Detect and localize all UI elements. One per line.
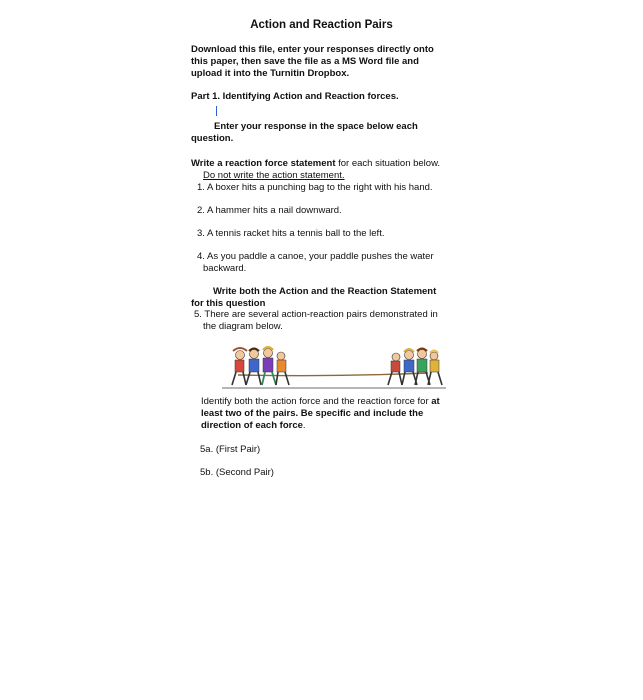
part1-heading: Part 1. Identifying Action and Reaction forces. xyxy=(191,91,399,102)
answer-5b: 5b. (Second Pair) xyxy=(200,467,274,478)
instructions-line-3: upload it into the Turnitin Dropbox. xyxy=(191,68,350,79)
response-note-line-2: question. xyxy=(191,133,234,144)
reaction-intro-underline: Do not write the action statement. xyxy=(203,170,345,181)
identify-bold-at: at xyxy=(431,396,440,407)
question-5-cont: the diagram below. xyxy=(203,321,283,332)
question-5: 5. There are several action-reaction pairs demonstrated in xyxy=(194,309,438,320)
tug-of-war-illustration xyxy=(218,344,450,394)
identify-bold-direction: direction of each force xyxy=(201,420,303,431)
question-1: 1. A boxer hits a punching bag to the right with his hand. xyxy=(197,182,433,193)
reaction-intro-bold: Write a reaction force statement xyxy=(191,158,336,169)
instructions-line-2: this paper, then save the file as a MS Word file and xyxy=(191,56,419,67)
identify-line-3 xyxy=(201,420,306,432)
question-4: 4. As you paddle a canoe, your paddle pushes the water xyxy=(197,251,434,262)
reaction-intro-rest: for each situation below. xyxy=(335,158,441,169)
identify-end: . xyxy=(302,420,306,431)
response-note-line-1: Enter your response in the space below each xyxy=(214,121,418,132)
question-3: 3. A tennis racket hits a tennis ball to the left. xyxy=(197,228,385,239)
both-heading-line-1: Write both the Action and the Reaction Statement xyxy=(213,286,437,297)
document-title: Action and Reaction Pairs xyxy=(250,19,393,31)
question-2: 2. A hammer hits a nail downward. xyxy=(197,205,342,216)
instructions-line-1: Download this file, enter your responses directly onto xyxy=(191,44,434,55)
left-team xyxy=(232,347,289,385)
both-heading-line-2: for this question xyxy=(191,298,266,309)
answer-5a: 5a. (First Pair) xyxy=(200,444,261,455)
identify-normal: Identify both the action force and the reaction force for xyxy=(201,396,432,407)
identify-line-1 xyxy=(201,396,440,408)
identify-line-2: least two of the pairs. Be specific and include the xyxy=(201,408,424,419)
right-team xyxy=(388,349,442,386)
question-4-cont: backward. xyxy=(203,263,247,274)
reaction-intro xyxy=(191,158,440,170)
text-cursor[interactable] xyxy=(216,106,217,116)
